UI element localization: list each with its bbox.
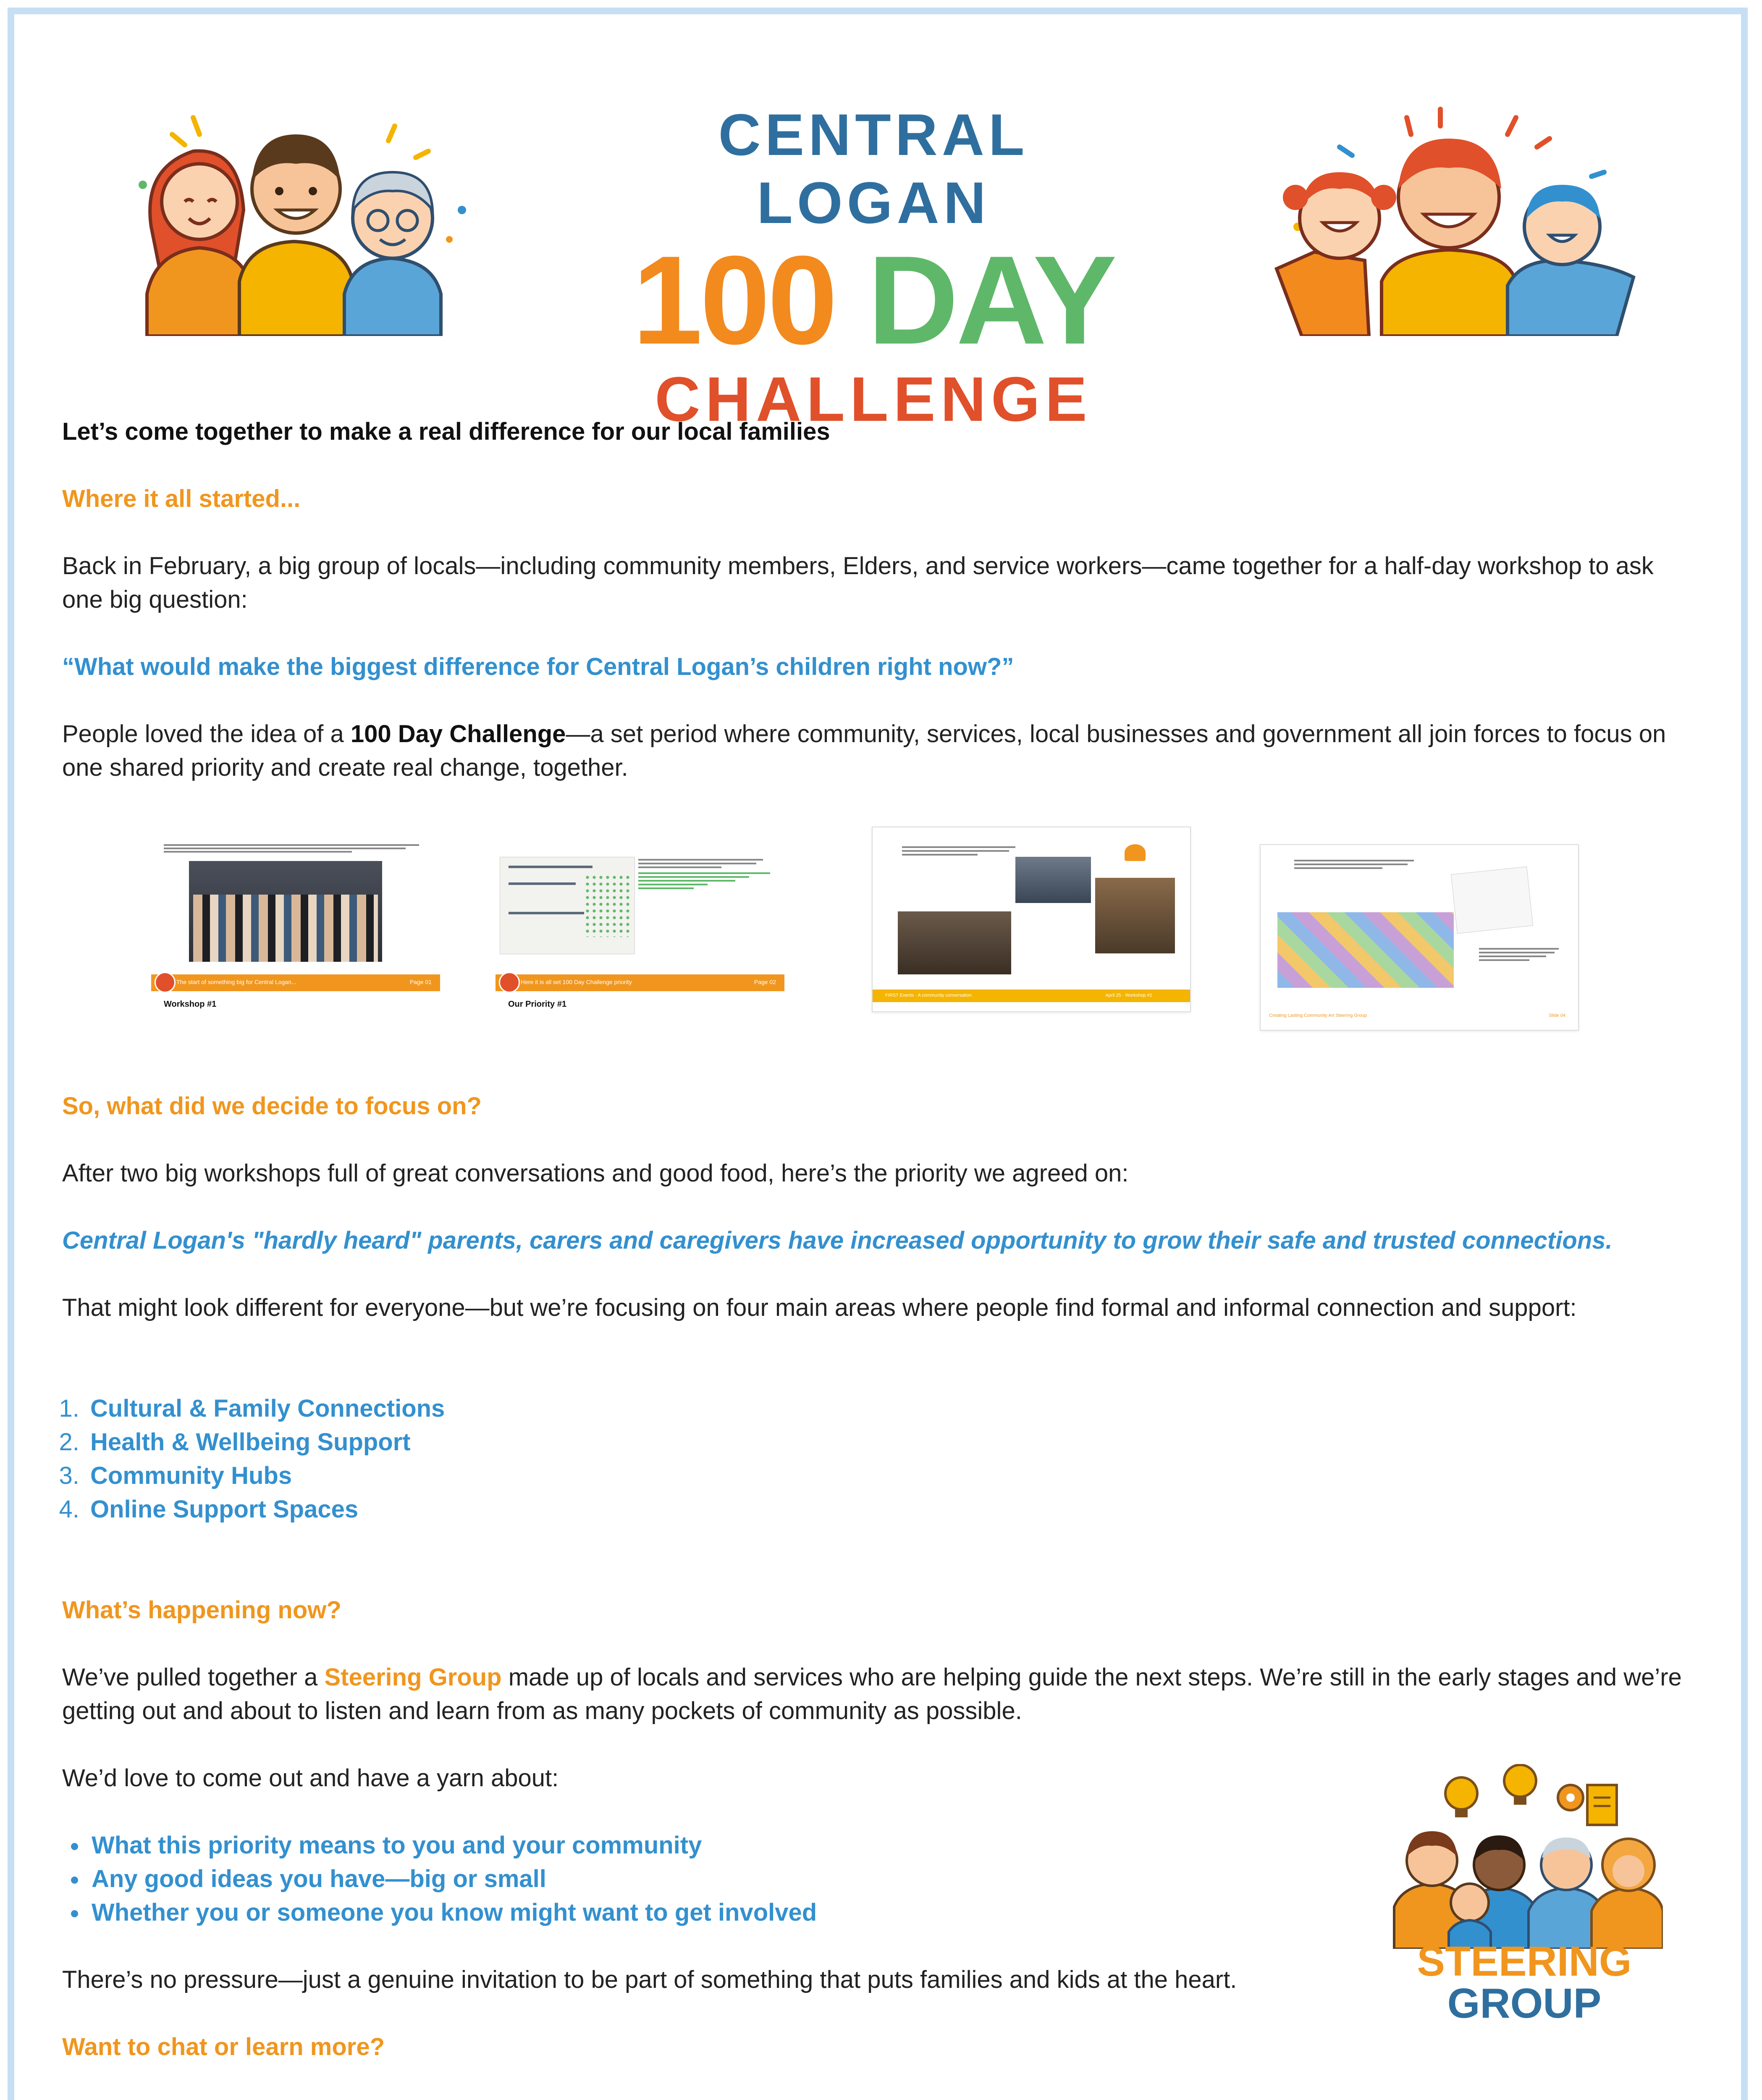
slide-3-photo-b xyxy=(1015,857,1091,903)
slide-thumbnail-workshop[interactable] xyxy=(151,840,440,1016)
slide-thumbnail-priority[interactable] xyxy=(496,840,784,1016)
heading-chat: Want to chat or learn more? xyxy=(62,2033,385,2061)
slide-3-footer-text: FIRST Events · A community conversation xyxy=(885,993,972,998)
slide-1-footer-bar xyxy=(151,974,440,991)
focus-areas-list xyxy=(42,1392,882,1526)
slide-4-footer-text: Creating Lasting Community Art Steering Group xyxy=(1269,1013,1367,1018)
slide-2-footer-text: Here it is all set 100 Day Challenge priority xyxy=(521,979,632,985)
steering-paragraph xyxy=(62,1661,1683,1728)
focus-area-item: 1. Cultural & Family Connections xyxy=(86,1392,882,1425)
heading-happening-now: What’s happening now? xyxy=(62,1596,341,1624)
chat-paragraph-documents xyxy=(62,2097,1683,2100)
yarn-topic-item: • Whether you or someone you know might want to get involved xyxy=(88,1896,1302,1929)
slide-4-page: Slide 04 xyxy=(1549,1013,1565,1018)
challenge-logo xyxy=(600,101,1146,436)
slide-1-caption: Workshop #1 xyxy=(164,1000,217,1009)
slide-1-text-lines xyxy=(164,843,433,854)
focus-area-item: 2. Health & Wellbeing Support xyxy=(86,1425,882,1459)
challenge-paragraph xyxy=(62,717,1700,785)
slide-2-badge-icon xyxy=(499,972,520,993)
slide-3-footer-bar xyxy=(873,990,1190,1002)
slide-thumbnail-workshop-2[interactable] xyxy=(872,827,1191,1012)
slide-1-footer-text: The start of something big for Central Logan... xyxy=(176,979,296,985)
steering-group-illustration xyxy=(1386,1764,1663,2033)
yarn-intro: We’d love to come out and have a yarn about: xyxy=(62,1764,559,1792)
logo-title-line3: CHALLENGE xyxy=(655,364,1092,434)
steering-paragraph-end: made up of locals and services who are helping guide the next steps. We’re still in the early stages and we’re getting out and about to listen and learn from as many pockets of community as possible. xyxy=(62,1664,1682,1725)
challenge-term: 100 Day Challenge xyxy=(350,720,566,748)
invitation-paragraph: There’s no pressure—just a genuine invitation to be part of something that puts families and kids at the heart. xyxy=(62,1966,1237,1993)
challenge-paragraph-end: —a set period where community, services, local businesses and government all join forces to focus on one shared priority and create real change, together. xyxy=(62,720,1666,781)
yarn-topic-item: • Any good ideas you have—big or small xyxy=(88,1862,1302,1896)
focus-area-item: 3. Community Hubs xyxy=(86,1459,882,1493)
steering-group-highlight: Steering Group xyxy=(324,1664,502,1691)
heading-decide: So, what did we decide to focus on? xyxy=(62,1092,482,1120)
agreed-priority: Central Logan's "hardly heard" parents, carers and caregivers have increased opportunity to grow their safe and trusted connections. xyxy=(62,1227,1613,1254)
started-paragraph: Back in February, a big group of locals—including community members, Elders, and service workers—came together for a half-day workshop to ask one big question: xyxy=(62,552,1654,613)
logo-title-line2 xyxy=(600,229,1146,370)
steering-paragraph-start: We’ve pulled together a xyxy=(62,1664,325,1691)
decide-paragraph: After two big workshops full of great conversations and good food, here’s the priority we agreed on: xyxy=(62,1160,1129,1187)
slide-2-footer-bar xyxy=(496,974,784,991)
steering-group-people-icon xyxy=(1386,1764,1663,1949)
slide-thumbnail-steering[interactable] xyxy=(1260,844,1579,1031)
slide-2-caption: Our Priority #1 xyxy=(508,1000,566,1009)
slide-2-page: Page 02 xyxy=(754,979,776,985)
yarn-topic-item: • What this priority means to you and your community xyxy=(88,1829,1302,1862)
logo-title-line1: CENTRAL LOGAN xyxy=(718,102,1029,236)
slide-4-sticky-notes-photo xyxy=(1277,912,1454,988)
slide-1-page: Page 01 xyxy=(409,979,432,985)
steering-group-title-line2: GROUP xyxy=(1447,1980,1602,2027)
slide-4-paper-photo xyxy=(1451,866,1533,934)
kids-illustration xyxy=(1256,101,1659,336)
slide-1-group-photo xyxy=(189,861,382,962)
slide-3-text xyxy=(902,844,1028,858)
slide-3-page: April 25 · Workshop #2 xyxy=(1105,993,1152,998)
slide-3-photo-a xyxy=(898,911,1011,974)
lead-sentence: Let’s come together to make a real difference for our local families xyxy=(62,418,830,445)
challenge-paragraph-start: People loved the idea of a xyxy=(62,720,351,748)
focus-areas-intro: That might look different for everyone—but we’re focusing on four main areas where people find formal and informal connection and support: xyxy=(62,1294,1577,1321)
logo-100: 100 xyxy=(632,229,835,370)
yarn-topics-list xyxy=(42,1829,1302,1929)
big-question: “What would make the biggest difference for Central Logan’s children right now?” xyxy=(62,653,1014,680)
slide-3-heart-hands-icon xyxy=(1125,844,1146,861)
slide-4-text xyxy=(1294,858,1420,871)
heading-where-it-started: Where it all started... xyxy=(62,485,301,512)
steering-group-title-line1: STEERING xyxy=(1417,1938,1632,1985)
focus-area-item: 4. Online Support Spaces xyxy=(86,1493,882,1526)
slide-1-badge-icon xyxy=(155,972,176,993)
slide-2-whiteboard-photo xyxy=(500,857,635,954)
slide-2-text xyxy=(638,857,777,891)
slide-4-side-text xyxy=(1479,946,1563,963)
family-illustration xyxy=(126,101,479,336)
logo-day: DAY xyxy=(868,229,1114,370)
slide-3-photo-c xyxy=(1095,878,1175,953)
